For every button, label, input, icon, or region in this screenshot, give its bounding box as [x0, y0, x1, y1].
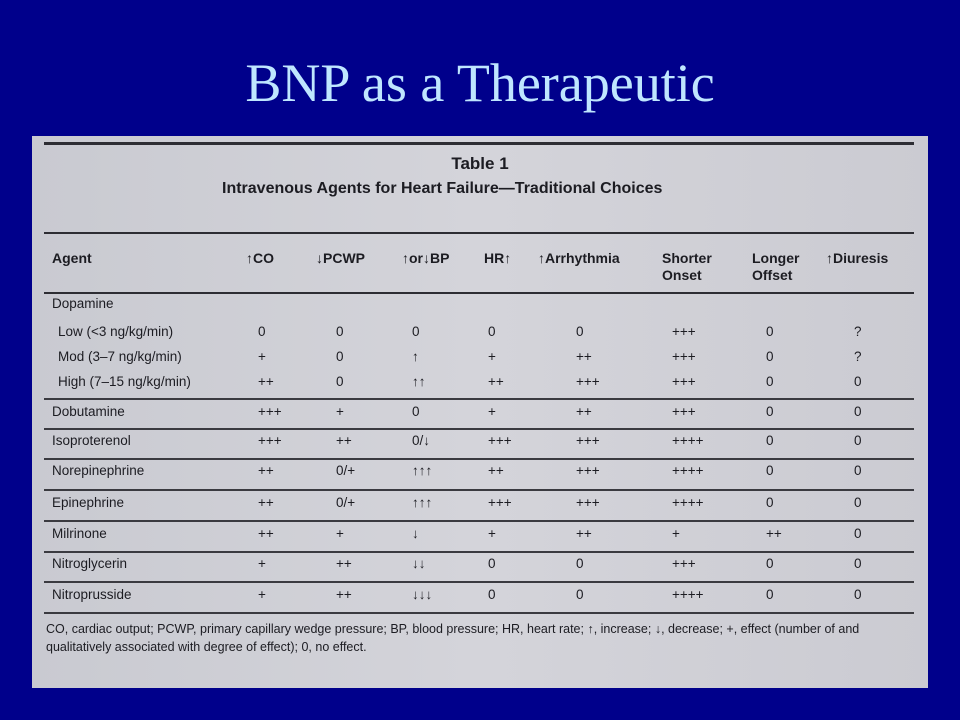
- cell-diuresis: ?: [854, 324, 862, 339]
- cell-arrhythmia: +++: [576, 495, 600, 510]
- cell-hr: 0: [488, 587, 496, 602]
- cell-co: +: [258, 587, 266, 602]
- cell-diuresis: 0: [854, 556, 862, 571]
- cell-arrhythmia: +++: [576, 374, 600, 389]
- cell-pcwp: ++: [336, 433, 352, 448]
- row-divider: [44, 551, 914, 553]
- cell-bp: 0: [412, 324, 420, 339]
- cell-arrhythmia: ++: [576, 349, 592, 364]
- cell-hr: +++: [488, 495, 512, 510]
- cell-longer-offset: 0: [766, 556, 774, 571]
- cell-bp: ↓↓: [412, 556, 426, 571]
- cell-bp: ↑↑: [412, 374, 426, 389]
- cell-longer-offset: 0: [766, 495, 774, 510]
- cell-agent: High (7–15 ng/kg/min): [58, 374, 191, 389]
- slide-title: BNP as a Therapeutic: [245, 53, 715, 113]
- cell-longer-offset: 0: [766, 324, 774, 339]
- cell-hr: 0: [488, 556, 496, 571]
- cell-co: +: [258, 349, 266, 364]
- cell-longer-offset: 0: [766, 349, 774, 364]
- cell-agent: Dobutamine: [52, 404, 125, 419]
- cell-agent: Nitroprusside: [52, 587, 132, 602]
- col-header-pcwp: ↓PCWP: [316, 250, 365, 266]
- cell-agent: Epinephrine: [52, 495, 125, 510]
- cell-diuresis: 0: [854, 404, 862, 419]
- cell-pcwp: +: [336, 404, 344, 419]
- cell-co: +: [258, 556, 266, 571]
- cell-diuresis: 0: [854, 587, 862, 602]
- col-header-co: ↑CO: [246, 250, 274, 266]
- cell-agent: Milrinone: [52, 526, 107, 541]
- cell-pcwp: 0/+: [336, 495, 356, 510]
- group-label-dopamine: Dopamine: [52, 296, 114, 311]
- cell-co: +++: [258, 433, 282, 448]
- cell-arrhythmia: ++: [576, 404, 592, 419]
- row-divider: [44, 398, 914, 400]
- row-divider: [44, 458, 914, 460]
- cell-pcwp: ++: [336, 587, 352, 602]
- cell-shorter-onset: ++++: [672, 433, 704, 448]
- cell-pcwp: 0: [336, 349, 344, 364]
- col-header-arrhythmia: ↑Arrhythmia: [538, 250, 620, 266]
- row-divider: [44, 428, 914, 430]
- row-divider: [44, 489, 914, 491]
- cell-diuresis: 0: [854, 433, 862, 448]
- cell-bp: ↑↑↑: [412, 495, 433, 510]
- cell-bp: ↑: [412, 349, 419, 364]
- cell-diuresis: 0: [854, 495, 862, 510]
- cell-bp: 0: [412, 404, 420, 419]
- cell-hr: +++: [488, 433, 512, 448]
- cell-shorter-onset: +: [672, 526, 680, 541]
- cell-shorter-onset: +++: [672, 374, 696, 389]
- cell-longer-offset: 0: [766, 587, 774, 602]
- cell-arrhythmia: 0: [576, 587, 584, 602]
- col-header-agent: Agent: [52, 250, 92, 266]
- cell-arrhythmia: 0: [576, 324, 584, 339]
- cell-arrhythmia: ++: [576, 526, 592, 541]
- cell-hr: ++: [488, 463, 504, 478]
- col-header-diuresis: ↑Diuresis: [826, 250, 889, 266]
- cell-co: ++: [258, 495, 274, 510]
- cell-agent: Low (<3 ng/kg/min): [58, 324, 174, 339]
- cell-shorter-onset: +++: [672, 349, 696, 364]
- col-header-bp: ↑or↓BP: [402, 250, 450, 266]
- cell-hr: +: [488, 404, 496, 419]
- cell-co: 0: [258, 324, 266, 339]
- cell-co: +++: [258, 404, 282, 419]
- table-footnote: CO, cardiac output; PCWP, primary capillary wedge pressure; BP, blood pressure; HR, heart rate; ↑, increase; ↓, decrease; +, effect (number of and qualitatively associated with degree of effect); 0, no effect.: [46, 622, 860, 654]
- table-subheading: Intravenous Agents for Heart Failure—Traditional Choices: [222, 180, 663, 197]
- col-header-shorter-onset: Shorter Onset: [662, 250, 712, 283]
- cell-shorter-onset: +++: [672, 324, 696, 339]
- cell-shorter-onset: ++++: [672, 463, 704, 478]
- table-heading: Table 1: [451, 154, 509, 173]
- cell-arrhythmia: +++: [576, 463, 600, 478]
- cell-hr: ++: [488, 374, 504, 389]
- cell-arrhythmia: +++: [576, 433, 600, 448]
- cell-co: ++: [258, 526, 274, 541]
- header-rule-top: [44, 232, 914, 234]
- cell-bp: 0/↓: [412, 433, 431, 448]
- cell-hr: +: [488, 526, 496, 541]
- col-header-hr: HR↑: [484, 250, 512, 266]
- row-divider: [44, 612, 914, 614]
- cell-pcwp: 0: [336, 374, 344, 389]
- cell-agent: Norepinephrine: [52, 463, 145, 478]
- cell-longer-offset: 0: [766, 463, 774, 478]
- cell-agent: Mod (3–7 ng/kg/min): [58, 349, 182, 364]
- cell-bp: ↑↑↑: [412, 463, 433, 478]
- header-rule-bottom: [44, 292, 914, 294]
- table-image: [32, 136, 928, 688]
- cell-arrhythmia: 0: [576, 556, 584, 571]
- cell-pcwp: 0/+: [336, 463, 356, 478]
- cell-pcwp: +: [336, 526, 344, 541]
- cell-co: ++: [258, 374, 274, 389]
- cell-agent: Isoproterenol: [52, 433, 131, 448]
- cell-longer-offset: 0: [766, 433, 774, 448]
- cell-shorter-onset: ++++: [672, 495, 704, 510]
- cell-diuresis: 0: [854, 526, 862, 541]
- cell-longer-offset: 0: [766, 404, 774, 419]
- top-rule: [44, 142, 914, 145]
- cell-shorter-onset: +++: [672, 404, 696, 419]
- row-divider: [44, 520, 914, 522]
- cell-diuresis: ?: [854, 349, 862, 364]
- cell-hr: 0: [488, 324, 496, 339]
- row-divider: [44, 581, 914, 583]
- cell-pcwp: ++: [336, 556, 352, 571]
- cell-diuresis: 0: [854, 463, 862, 478]
- cell-bp: ↓↓↓: [412, 587, 433, 602]
- cell-agent: Nitroglycerin: [52, 556, 128, 571]
- cell-shorter-onset: ++++: [672, 587, 704, 602]
- cell-longer-offset: ++: [766, 526, 782, 541]
- cell-pcwp: 0: [336, 324, 344, 339]
- cell-co: ++: [258, 463, 274, 478]
- col-header-longer-offset: Longer Offset: [752, 250, 800, 283]
- cell-diuresis: 0: [854, 374, 862, 389]
- cell-bp: ↓: [412, 526, 419, 541]
- cell-longer-offset: 0: [766, 374, 774, 389]
- cell-hr: +: [488, 349, 496, 364]
- table-card: [32, 136, 928, 688]
- cell-shorter-onset: +++: [672, 556, 696, 571]
